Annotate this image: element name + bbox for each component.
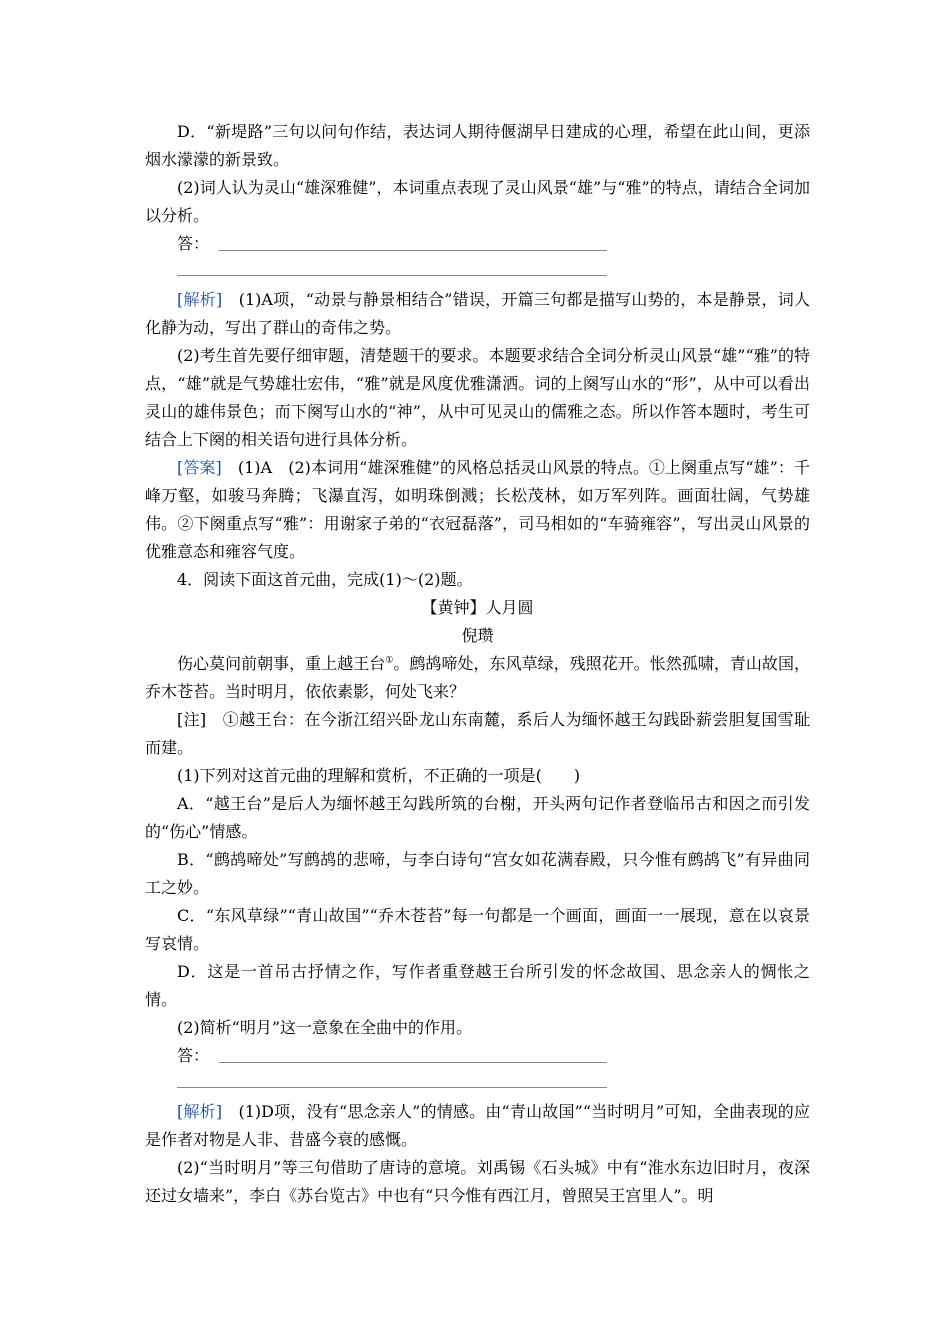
poem-text-part-1: 伤心莫问前朝事，重上越王台 [177,654,386,673]
analysis-text: (1)A项，“动景与静景相结合”错误，开篇三句都是描写山势的，本是静景，词人化静为动，写出了群山的奇伟之势。 [145,290,810,337]
answer-label: 答： [177,234,210,253]
analysis-tag: [解析] [177,290,223,309]
poem-text-part-2: 。鹧鸪啼处，东风草绿，残照花开。怅然孤啸，青山故国，乔木苍苔。当时明月，依依素影，何处飞来？ [145,654,810,701]
q4-analysis-1 [145,1098,810,1154]
poem-author: 倪瓒 [461,626,494,645]
q4-answer-line [177,1042,810,1070]
q3-analysis-1 [145,286,810,342]
q4-option-d: D．这是一首吊古抒情之作，写作者重登越王台所引发的怀念故国、思念亲人的惆怅之情。 [145,962,810,1009]
q3-analysis-2: (2)考生首先要仔细审题，清楚题干的要求。本题要求结合全词分析灵山风景“雄”“雅”的特点，“雄”就是气势雄壮宏伟，“雅”就是风度优雅潇洒。词的上阕写山水的“形”，从中可以看出灵山的雄伟景色；而下阕写山水的“神”，从中可见灵山的儒雅之态。所以作答本题时，考生可结合上下阕的相关语句进行具体分析。 [145,346,810,449]
q4-option-a: A．“越王台”是后人为缅怀越王勾践所筑的台榭，开头两句记作者登临吊古和因之而引发的“伤心”情感。 [145,794,810,841]
answer-tag: [答案] [177,458,222,477]
answer-text: (1)A (2)本词用“雄深雅健”的风格总括灵山风景的特点。①上阕重点写“雄”：千峰万壑，如骏马奔腾；飞瀑直泻，如明珠倒溅；长松茂林，如万军列阵。画面壮阔，气势雄伟。②下阕重点写“雅”：用谢家子弟的“衣冠磊落”，司马相如的“车骑雍容”，写出灵山风景的优雅意态和雍容气度。 [145,458,810,561]
q4-question-1: (1)下列对这首元曲的理解和赏析，不正确的一项是( ) [177,766,581,785]
footnote-mark: ① [385,655,394,666]
q3-answer [145,454,810,566]
analysis-text: (1)D项，没有“思念亲人”的情感。由“青山故国”“当时明月”可知，全曲表现的应是作者对物是人非、昔盛今衰的感慨。 [145,1102,810,1149]
q4-answer-line-2 [177,1070,607,1098]
poem-note: [注] ①越王台：在今浙江绍兴卧龙山东南麓，系后人为缅怀越王勾践卧薪尝胆复国雪耻而建。 [145,710,810,757]
answer-blank [219,1048,607,1063]
page-content [145,118,810,1210]
analysis-tag: [解析] [177,1102,223,1121]
q4-analysis-2: (2)“当时明月”等三句借助了唐诗的意境。刘禹锡《石头城》中有“淮水东边旧时月，夜深还过女墙来”，李白《苏台览古》中也有“只今惟有西江月，曾照吴王宫里人”。明 [145,1158,810,1205]
answer-label: 答： [177,1046,210,1065]
poem-text [145,650,810,706]
q3-question-2: (2)词人认为灵山“雄深雅健”，本词重点表现了灵山风景“雄”与“雅”的特点，请结合全词加以分析。 [145,178,810,225]
q4-option-b: B．“鹧鸪啼处”写鹧鸪的悲啼，与李白诗句“宫女如花满春殿，只今惟有鹧鸪飞”有异曲同工之妙。 [145,850,810,897]
q4-option-c: C．“东风草绿”“青山故国”“乔木苍苔”每一句都是一个画面，画面一一展现，意在以哀景写哀情。 [145,906,810,953]
poem-title: 【黄钟】人月圆 [421,598,534,617]
q4-question-2: (2)简析“明月”这一意象在全曲中的作用。 [177,1018,473,1037]
q4-intro: 4．阅读下面这首元曲，完成(1)～(2)题。 [177,570,473,589]
q3-answer-line [177,230,810,258]
q3-answer-line-2 [177,258,607,286]
answer-blank [219,236,607,251]
q3-option-d: D．“新堤路”三句以问句作结，表达词人期待偃湖早日建成的心理，希望在此山间，更添烟水濛濛的新景致。 [145,122,810,169]
